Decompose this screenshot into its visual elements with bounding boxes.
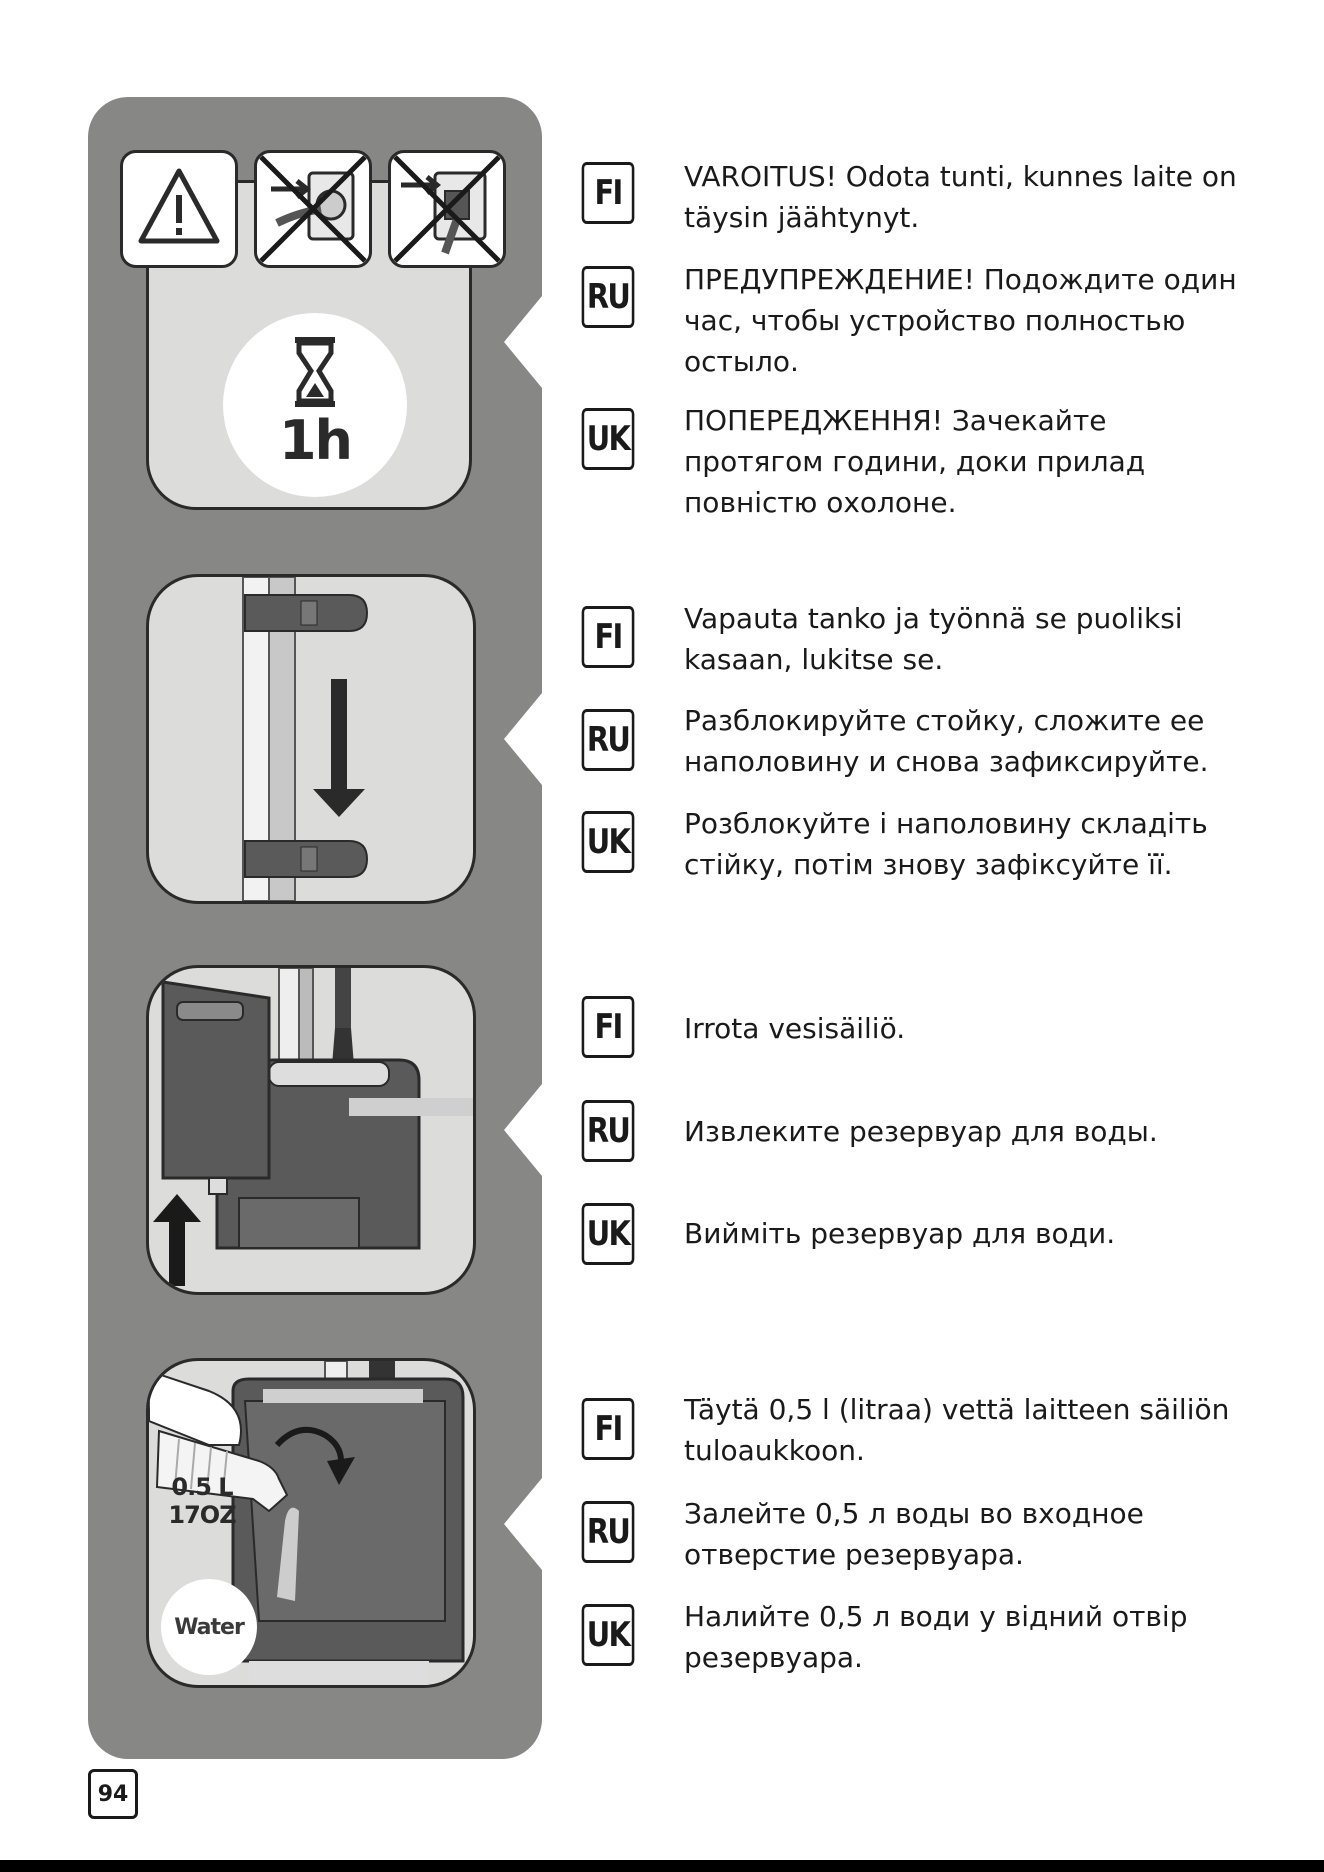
lang-badge-fi: FI xyxy=(582,996,635,1058)
instruction-text-fi: Täytä 0,5 l (litraa) vettä laitteen säiliön tuloaukkoon. xyxy=(684,1393,1230,1467)
step-3-pointer xyxy=(504,1084,542,1176)
lang-badge-uk: UK xyxy=(582,1604,635,1666)
lang-badge-fi: FI xyxy=(582,606,635,668)
duration-label: 1h xyxy=(278,409,352,472)
step-2-pointer xyxy=(504,693,542,785)
instruction-text-ru: ПРЕДУПРЕЖДЕНИЕ! Подождите один час, чтобы устройство полностью остыло. xyxy=(684,263,1237,378)
page-number: 94 xyxy=(88,1769,138,1819)
lang-badge-ru: RU xyxy=(582,709,635,771)
down-arrow-icon xyxy=(313,679,365,817)
instruction-text-uk: ПОПЕРЕДЖЕННЯ! Зачекайте протягом години, доки прилад повністю охолоне. xyxy=(684,404,1146,519)
warning-triangle-icon xyxy=(123,153,235,265)
instruction-text-fi: Irrota vesisäiliö. xyxy=(684,1012,906,1045)
lang-badge-fi: FI xyxy=(582,1398,635,1460)
volume-liters: 0.5 L xyxy=(171,1473,233,1501)
lang-badge-uk: UK xyxy=(582,1203,635,1265)
no-plug-icon xyxy=(257,153,369,265)
hourglass-circle xyxy=(223,313,407,497)
instruction-text-ru: Извлеките резервуар для воды. xyxy=(684,1115,1158,1148)
water-label: Water xyxy=(174,1614,244,1640)
no-unplug-box xyxy=(254,150,372,268)
lang-badge-fi: FI xyxy=(582,162,635,224)
step-2-illustration xyxy=(146,574,476,904)
instruction-text-uk: Вийміть резервуар для води. xyxy=(684,1217,1116,1250)
lang-badge-uk: UK xyxy=(582,408,635,470)
step-1-pointer xyxy=(504,296,542,388)
up-arrow-icon xyxy=(153,1194,201,1286)
step-4-illustration xyxy=(146,1358,476,1688)
instruction-text-ru: Залейте 0,5 л воды во входное отверстие резервуара. xyxy=(684,1497,1144,1571)
lang-badge-ru: RU xyxy=(582,266,635,328)
instruction-text-uk: Розблокуйте і наполовину складіть стійку, потім знову зафіксуйте її. xyxy=(684,807,1208,881)
instruction-text-fi: Vapauta tanko ja työnnä se puoliksi kasaan, lukitse se. xyxy=(684,602,1183,676)
instruction-text-ru: Разблокируйте стойку, сложите ее наполовину и снова зафиксируйте. xyxy=(684,704,1209,778)
volume-label xyxy=(157,1473,247,1529)
no-plug-icon xyxy=(391,153,503,265)
lang-badge-ru: RU xyxy=(582,1501,635,1563)
instruction-text-fi: VAROITUS! Odota tunti, kunnes laite on täysin jäähtynyt. xyxy=(684,160,1237,234)
no-plug-box xyxy=(388,150,506,268)
step-3-illustration xyxy=(146,965,476,1295)
volume-ounces: 17OZ xyxy=(168,1501,236,1529)
lang-badge-uk: UK xyxy=(582,811,635,873)
footer-rule xyxy=(0,1860,1324,1872)
step-4-pointer xyxy=(504,1478,542,1570)
water-badge xyxy=(161,1579,257,1675)
instruction-text-uk: Налийте 0,5 л води у відний отвір резервуара. xyxy=(684,1600,1188,1674)
warning-box xyxy=(120,150,238,268)
lang-badge-ru: RU xyxy=(582,1100,635,1162)
